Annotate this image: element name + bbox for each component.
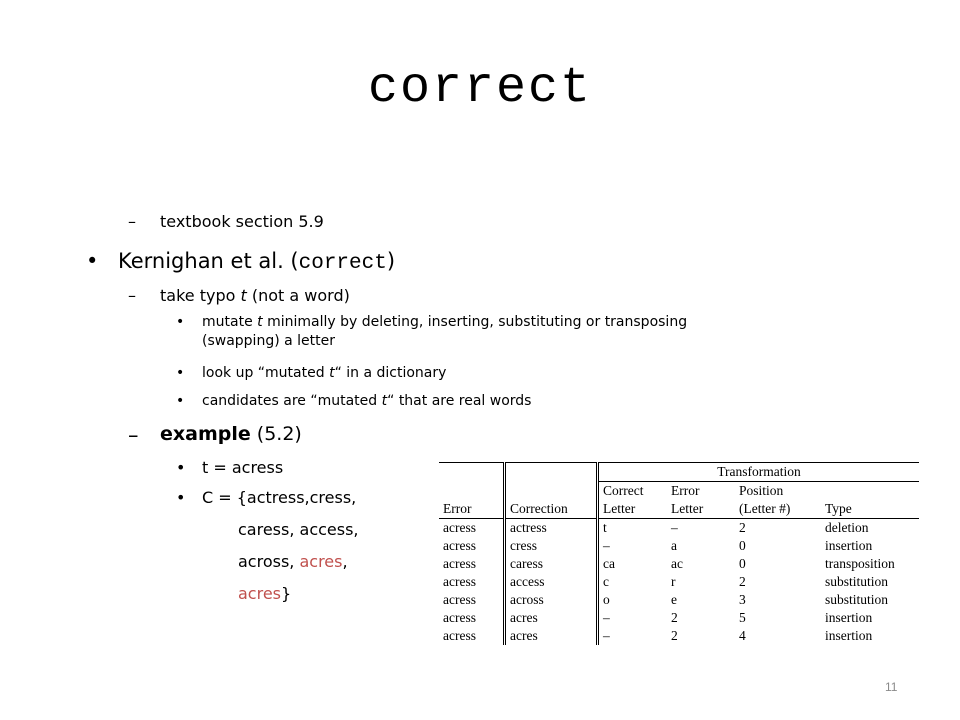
dash-marker: – (128, 423, 139, 447)
bullet-marker: • (86, 249, 99, 273)
cell-correction: caress (505, 555, 598, 573)
table-row (439, 573, 919, 591)
header-error-letter-1: Error (671, 483, 700, 498)
c-set-line4 (238, 584, 291, 603)
cell-position: 4 (739, 628, 746, 643)
cell-correct-letter: c (603, 574, 609, 589)
lookup-var: t (329, 365, 335, 381)
table-row (439, 627, 919, 645)
table-row (439, 555, 919, 573)
cell-error-letter: 2 (671, 628, 678, 643)
cell-type: substitution (825, 574, 889, 589)
c-set-across: across, (238, 552, 300, 571)
cell-correction: access (505, 573, 598, 591)
header-blank (505, 463, 598, 482)
c-set-line1: C = {actress,cress, (202, 488, 357, 507)
cell-type: insertion (825, 628, 873, 643)
textbook-reference: textbook section 5.9 (160, 212, 324, 231)
cell-correct-letter: t (603, 520, 607, 535)
kernighan-code: correct (298, 252, 387, 275)
cell-error-letter: r (671, 574, 676, 589)
header-correct-letter-1: Correct (603, 483, 644, 498)
table-row (439, 537, 919, 555)
cell-correction: acres (505, 627, 598, 645)
cell-error-letter: e (671, 592, 677, 607)
c-set-acres-1: acres (299, 552, 343, 571)
cell-error: acress (439, 609, 505, 627)
cell-correction: cress (505, 537, 598, 555)
cell-position: 2 (739, 520, 746, 535)
header-position-1: Position (739, 483, 784, 498)
header-blank (821, 482, 919, 501)
cell-type: transposition (825, 556, 895, 571)
cell-correction: acres (505, 609, 598, 627)
bullet-marker: • (176, 393, 185, 409)
example-suffix: (5.2) (250, 423, 302, 445)
kernighan-suffix: ) (386, 249, 396, 273)
candidates-suffix: “ that are real words (387, 393, 532, 409)
cell-type: deletion (825, 520, 869, 535)
lookup-prefix: look up “mutated (202, 365, 330, 381)
cell-error-letter: ac (671, 556, 683, 571)
candidates-prefix: candidates are “mutated (202, 393, 382, 409)
c-set-comma: , (342, 552, 348, 571)
t-equals: t = acress (202, 458, 284, 477)
header-type: Type (821, 500, 919, 519)
header-error: Error (439, 500, 505, 519)
cell-error-letter: a (671, 538, 677, 553)
cell-error: acress (439, 627, 505, 645)
cell-position: 3 (739, 592, 746, 607)
cell-correct-letter: ca (603, 556, 615, 571)
cell-correct-letter: – (603, 610, 610, 625)
c-set-line2: caress, access, (238, 520, 359, 539)
lookup-suffix: “ in a dictionary (334, 365, 447, 381)
c-set-line3 (238, 552, 348, 571)
cell-error: acress (439, 591, 505, 609)
cell-error: acress (439, 555, 505, 573)
bullet-marker: • (176, 365, 185, 381)
take-typo-suffix: (not a word) (246, 286, 350, 305)
cell-position: 0 (739, 556, 746, 571)
cell-error-letter: 2 (671, 610, 678, 625)
example-bold: example (160, 423, 251, 445)
mutate-prefix: mutate (202, 314, 258, 330)
cell-type: insertion (825, 538, 873, 553)
header-error-letter-2: Letter (667, 500, 735, 519)
mutate-rest: minimally by deleting, inserting, substituting or transposing (262, 314, 688, 330)
example-item (160, 423, 302, 445)
cell-correction: across (505, 591, 598, 609)
cell-position: 5 (739, 610, 746, 625)
cell-error: acress (439, 573, 505, 591)
slide-title: correct (367, 60, 593, 117)
cell-position: 0 (739, 538, 746, 553)
mutate-item (202, 314, 687, 330)
header-correction: Correction (505, 500, 598, 519)
table-row (439, 591, 919, 609)
transformation-group-header: Transformation (598, 463, 920, 482)
transformation-table (439, 462, 927, 664)
cell-error-letter: – (671, 520, 678, 535)
header-position-2: (Letter #) (735, 500, 821, 519)
candidates-item (202, 393, 531, 409)
header-blank (439, 482, 505, 501)
c-set-close: } (281, 584, 292, 603)
transformation-table-grid (439, 462, 919, 645)
cell-correction: actress (505, 519, 598, 538)
mutate-var: t (257, 314, 263, 330)
dash-marker: – (128, 286, 136, 305)
take-typo-item (160, 286, 350, 305)
candidates-var: t (381, 393, 388, 409)
kernighan-bullet (118, 249, 395, 275)
bullet-marker: • (176, 314, 185, 330)
table-row (439, 519, 919, 538)
header-correct-letter-2: Letter (598, 500, 668, 519)
cell-correct-letter: o (603, 592, 610, 607)
take-typo-prefix: take typo (160, 286, 241, 305)
mutate-line2: (swapping) a letter (202, 333, 335, 349)
bullet-marker: • (176, 458, 186, 477)
dash-marker: – (128, 212, 136, 231)
header-blank (439, 463, 505, 482)
kernighan-prefix: Kernighan et al. ( (118, 249, 299, 273)
table-row (439, 609, 919, 627)
cell-correct-letter: – (603, 538, 610, 553)
page-number: 11 (885, 680, 898, 694)
cell-correct-letter: – (603, 628, 610, 643)
lookup-item (202, 365, 446, 381)
cell-type: substitution (825, 592, 889, 607)
take-typo-var: t (240, 286, 247, 305)
header-blank (505, 482, 598, 501)
cell-type: insertion (825, 610, 873, 625)
c-set-acres-2: acres (238, 584, 282, 603)
cell-error: acress (439, 519, 505, 538)
bullet-marker: • (176, 488, 186, 507)
cell-position: 2 (739, 574, 746, 589)
cell-error: acress (439, 537, 505, 555)
